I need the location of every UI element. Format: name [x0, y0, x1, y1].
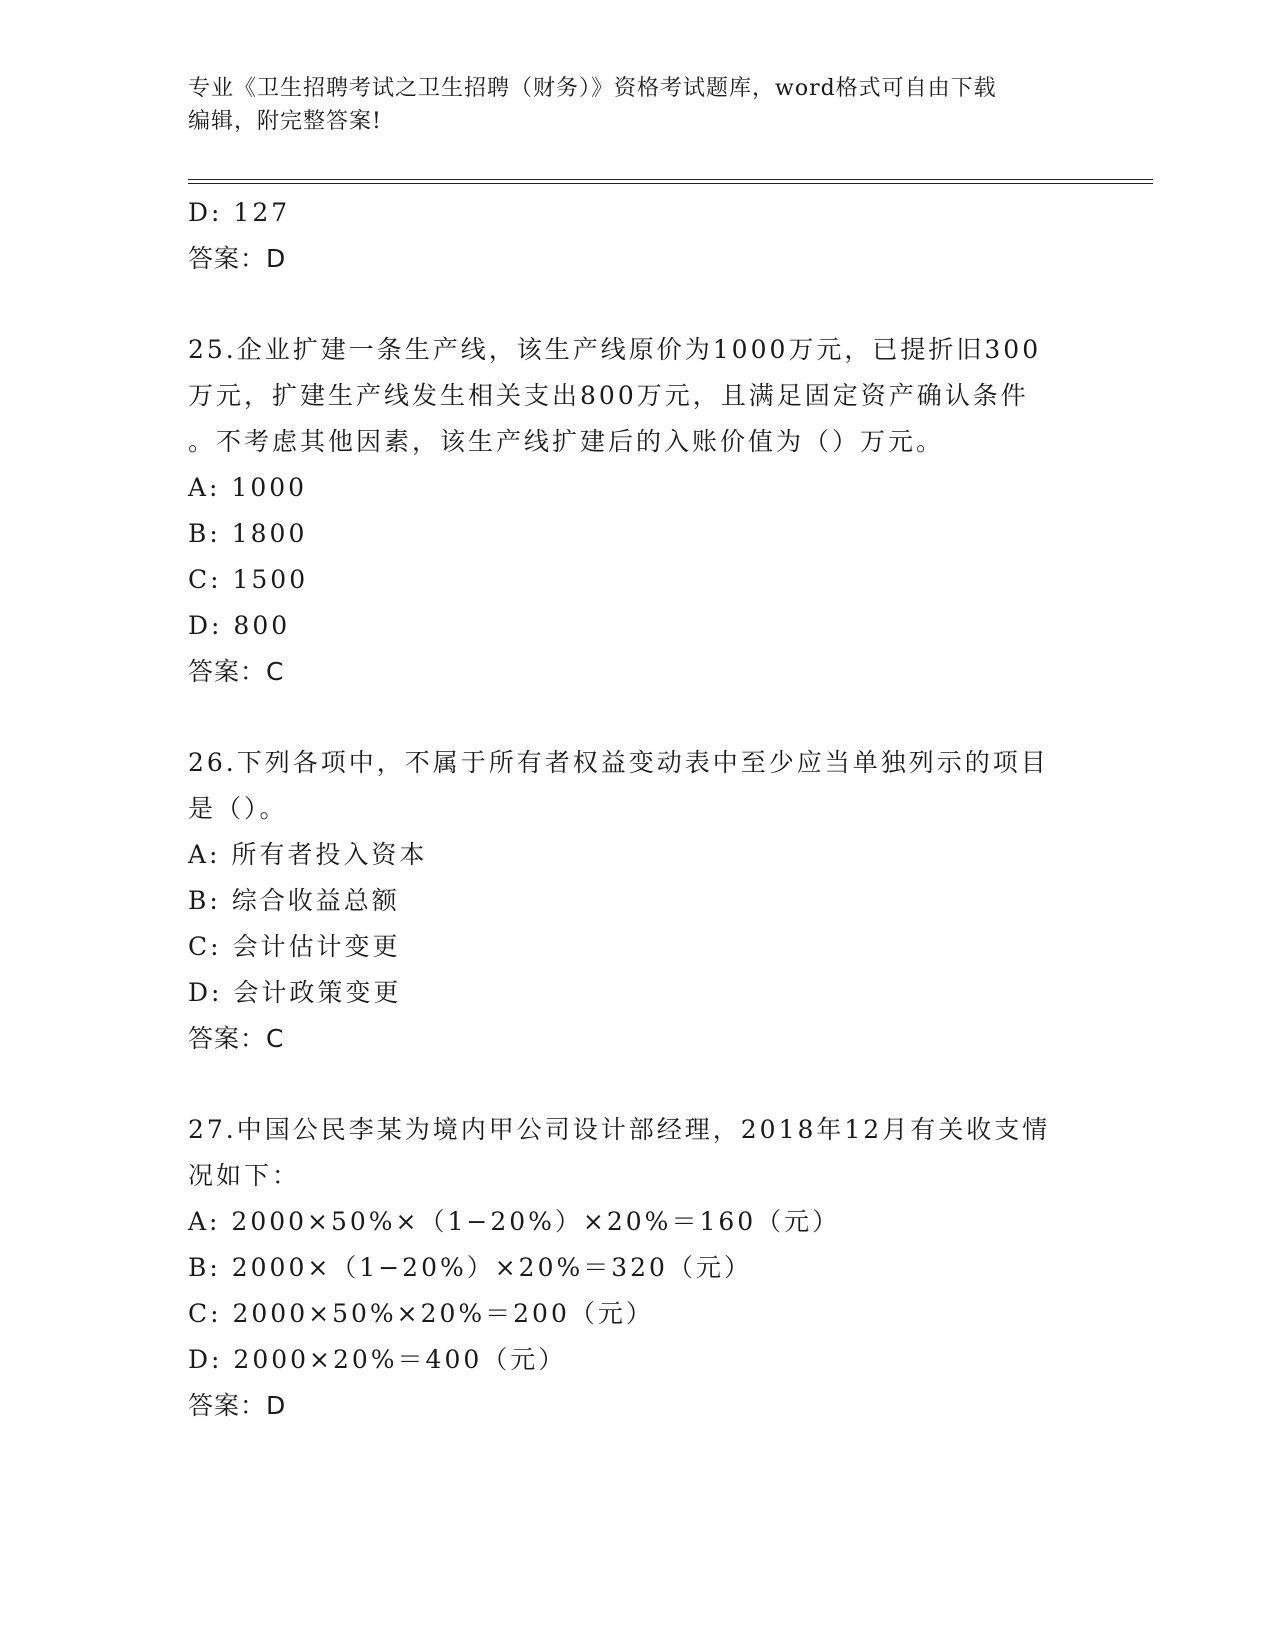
question-24-tail — [188, 190, 1088, 282]
question-27 — [188, 1107, 1088, 1429]
option-d: D: 800 — [188, 611, 291, 640]
question-stem-line: 。不考虑其他因素，该生产线扩建后的入账价值为（）万元。 — [188, 427, 945, 456]
answer-label: 答案：C — [188, 1024, 285, 1053]
question-stem-line: 27.中国公民李某为境内甲公司设计部经理，2018年12月有关收支情 — [188, 1115, 1051, 1144]
answer-label: 答案：D — [188, 244, 287, 273]
option-d: D: 会计政策变更 — [188, 978, 402, 1007]
header-line-2: 编辑，附完整答案! — [188, 109, 382, 134]
answer-label: 答案：D — [188, 1391, 287, 1420]
option-b: B: 2000×（1−20%）×20%＝320（元） — [188, 1253, 752, 1282]
answer-label: 答案：C — [188, 657, 285, 686]
question-stem-line: 25.企业扩建一条生产线，该生产线原价为1000万元，已提折旧300 — [188, 335, 1042, 364]
option-d: D: 2000×20%＝400（元） — [188, 1345, 567, 1374]
question-stem-line: 是（）。 — [188, 794, 288, 823]
header-divider-top — [188, 179, 1153, 180]
question-stem-line: 万元，扩建生产线发生相关支出800万元，且满足固定资产确认条件 — [188, 381, 1029, 410]
option-a: A: 2000×50%×（1−20%）×20%＝160（元） — [188, 1207, 841, 1236]
header-divider-bottom — [188, 183, 1153, 184]
option-c: C: 会计估计变更 — [188, 932, 401, 961]
question-list — [188, 190, 1088, 1429]
document-header — [188, 72, 1068, 138]
option-a: A: 所有者投入资本 — [188, 840, 428, 869]
question-stem-line: 26.下列各项中，不属于所有者权益变动表中至少应当单独列示的项目 — [188, 748, 1049, 777]
option-a: A: 1000 — [188, 473, 308, 502]
question-stem-line: 况如下： — [188, 1161, 301, 1190]
question-26 — [188, 740, 1088, 1062]
option-c: C: 2000×50%×20%＝200（元） — [188, 1299, 654, 1328]
question-25 — [188, 327, 1088, 695]
option-d: D: 127 — [188, 198, 291, 227]
header-line-1: 专业《卫生招聘考试之卫生招聘（财务）》资格考试题库，word格式可自由下载 — [188, 76, 997, 101]
option-b: B: 综合收益总额 — [188, 886, 400, 915]
option-c: C: 1500 — [188, 565, 309, 594]
option-b: B: 1800 — [188, 519, 308, 548]
